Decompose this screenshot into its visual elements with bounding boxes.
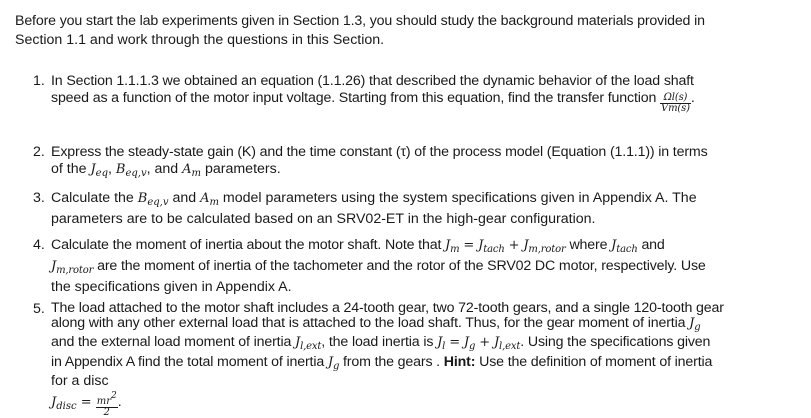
text-run: for a disc (51, 373, 109, 389)
question-line: In Section 1.1.1.3 we obtained an equation (1.1.26) that described the dynamic behavior of the load shaft (51, 73, 694, 89)
text-run: model parameters using the system specifications given in Appendix A. The (222, 190, 697, 206)
question-text (51, 190, 778, 228)
fraction-denominator: 2 (103, 406, 110, 418)
math-symbol: $J_{eq}$ (90, 162, 108, 179)
text-run: Calculate the (51, 190, 134, 206)
question-line (51, 374, 778, 389)
question-number: 5. (33, 301, 45, 317)
text-run: and the external load moment of inertia (51, 334, 292, 350)
text-run: . Using the specifications given (520, 334, 711, 350)
question-text (51, 144, 778, 182)
question-number: 4. (33, 237, 45, 253)
text-run: along with any other external load that is attached to the load shaft. Thus, for the gear moment of inertia (51, 314, 686, 331)
math-equation: $J_m = J_{tach} + J_{m,rotor}$ (445, 238, 566, 255)
intro-line: Section 1.1 and work through the questions in this Section. (15, 32, 385, 48)
text-run: and (641, 237, 665, 253)
math-symbol: $J_{m,rotor}$ (51, 259, 94, 276)
text-run: parameters. (204, 161, 281, 177)
fraction-denominator: Vm(s) (661, 103, 690, 114)
transfer-function-fraction (660, 93, 691, 114)
text-run: and (172, 190, 197, 206)
disc-fraction (96, 391, 118, 418)
math-symbol: $J_{tach}$ (611, 238, 638, 255)
math-symbol: $J_g$ (327, 354, 340, 372)
question-text (51, 73, 778, 114)
math-symbol: $A_m$ (200, 191, 219, 208)
math-symbol: $B_{eq,v}$ (115, 162, 147, 179)
question-line (51, 316, 778, 336)
punctuation: . (690, 90, 695, 106)
text-run: are the moment of inertia of the tachometer and the rotor of the SRV02 DC motor, respectively. Use (97, 258, 706, 274)
math-symbol: $B_{eq,v}$ (137, 191, 169, 208)
text-run: in Appendix A find the total moment of inertia (51, 353, 325, 370)
text-run: from the gears . (343, 353, 440, 370)
text-run: of the (51, 161, 87, 177)
text-run: Calculate the moment of inertia about the motor shaft. Note that (51, 237, 442, 253)
hint-label: Hint: (443, 353, 476, 370)
text-run: , and (146, 161, 179, 177)
question-line: The load attached to the motor shaft includes a 24-tooth gear, two 72-tooth gears, and a single 120-tooth gear (51, 300, 724, 316)
text-run: Use the definition of moment of inertia (479, 353, 713, 370)
question-line-text: speed as a function of the motor input voltage. Starting from this equation, find the transfer function (51, 90, 657, 106)
fraction-numerator: mr2 (96, 390, 117, 407)
punctuation: . (117, 393, 122, 410)
question-line (51, 190, 778, 211)
question-text (51, 237, 778, 296)
question-line (51, 355, 778, 375)
intro-paragraph (15, 12, 800, 50)
question-line (51, 335, 778, 355)
question-line (51, 258, 778, 279)
question-line (51, 90, 778, 114)
text-run: , (108, 161, 112, 177)
question-text (51, 301, 778, 418)
math-symbol: $J_g$ (689, 315, 701, 333)
disc-inertia-formula (51, 391, 778, 418)
text-run: where (569, 237, 608, 253)
question-line (51, 237, 778, 258)
intro-line: Before you start the lab experiments given in Section 1.3, you should study the background materials provided in (15, 13, 705, 29)
equals-sign: = (76, 394, 96, 410)
math-symbol: $J_{disc}$ (51, 394, 77, 412)
question-line: Express the steady-state gain (K) and the time constant (τ) of the process model (Equation (1.1.1)) in terms (51, 144, 708, 160)
question-line: the specifications given in Appendix A. (51, 279, 292, 295)
question-number: 1. (33, 73, 45, 89)
text-run: , the load inertia is (321, 334, 434, 350)
math-symbol: $A_m$ (182, 162, 202, 179)
question-number: 2. (33, 144, 45, 160)
question-number: 3. (33, 190, 45, 206)
math-symbol: $J_{l,ext}$ (295, 335, 322, 352)
math-equation: $J_l = J_g + J_{l,ext}$ (437, 335, 521, 352)
question-line (51, 161, 778, 182)
fraction-numerator: Ωl(s) (660, 93, 691, 104)
question-line: parameters are to be calculated based on an SRV02-ET in the high-gear configuration. (51, 211, 596, 227)
